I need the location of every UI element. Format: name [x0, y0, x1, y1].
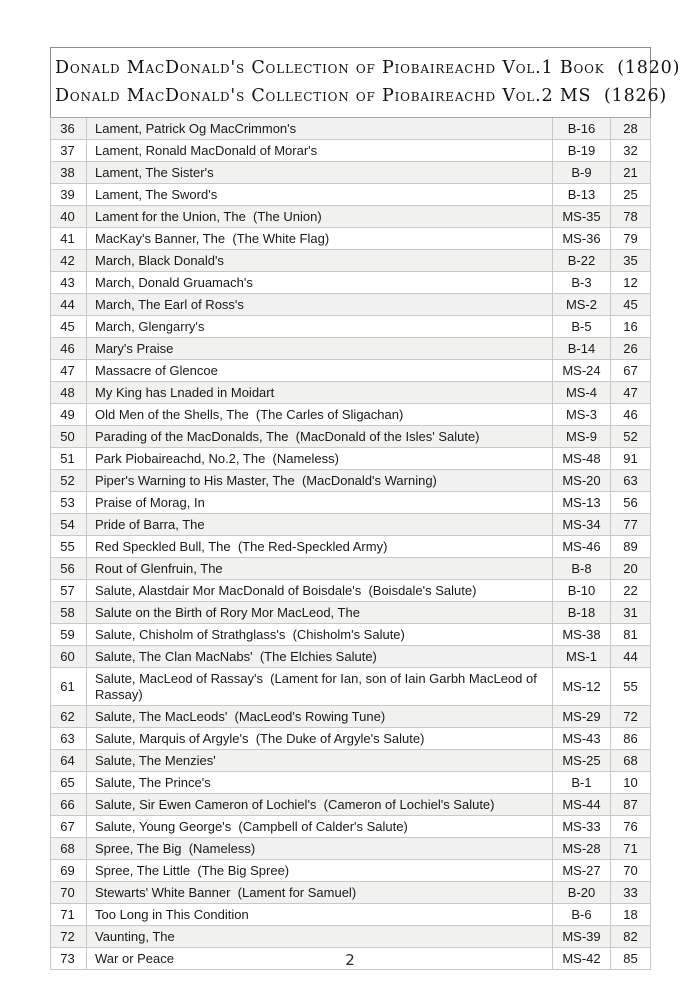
tune-number-cell: 47 [51, 360, 87, 382]
tune-page-cell: 87 [611, 794, 651, 816]
tune-page-cell: 77 [611, 514, 651, 536]
tune-title-cell: Old Men of the Shells, The (The Carles of Sligachan) [87, 404, 553, 426]
tune-page-cell: 10 [611, 772, 651, 794]
tune-number-cell: 62 [51, 706, 87, 728]
tune-ref-cell: MS-28 [553, 838, 611, 860]
tune-page-cell: 76 [611, 816, 651, 838]
table-row [51, 206, 651, 228]
tune-title-cell: Praise of Morag, In [87, 492, 553, 514]
tune-number-cell: 68 [51, 838, 87, 860]
tune-ref-cell: MS-38 [553, 624, 611, 646]
table-row [51, 706, 651, 728]
tune-ref-cell: MS-36 [553, 228, 611, 250]
table-row [51, 882, 651, 904]
tune-title-cell: Red Speckled Bull, The (The Red-Speckled Army) [87, 536, 553, 558]
tune-title-cell: Lament, The Sister's [87, 162, 553, 184]
table-row [51, 316, 651, 338]
tune-page-cell: 26 [611, 338, 651, 360]
tune-number-cell: 41 [51, 228, 87, 250]
tune-title-cell: Salute, The Menzies' [87, 750, 553, 772]
tune-page-cell: 28 [611, 118, 651, 140]
collection-title-vol2: Donald MacDonald's Collection of Piobaireachd Vol.2 MS (1826) [55, 86, 668, 106]
table-row [51, 536, 651, 558]
tune-number-cell: 63 [51, 728, 87, 750]
tune-number-cell: 59 [51, 624, 87, 646]
tune-ref-cell: MS-24 [553, 360, 611, 382]
tune-number-cell: 46 [51, 338, 87, 360]
tune-number-cell: 38 [51, 162, 87, 184]
tune-page-cell: 85 [611, 948, 651, 970]
table-row [51, 514, 651, 536]
tune-title-cell: Salute, MacLeod of Rassay's (Lament for Ian, son of Iain Garbh MacLeod of Rassay) [87, 668, 553, 706]
table-row [51, 838, 651, 860]
tune-ref-cell: MS-27 [553, 860, 611, 882]
tune-number-cell: 40 [51, 206, 87, 228]
tune-page-cell: 44 [611, 646, 651, 668]
tune-page-cell: 35 [611, 250, 651, 272]
tune-number-cell: 56 [51, 558, 87, 580]
table-row [51, 558, 651, 580]
tune-page-cell: 32 [611, 140, 651, 162]
tune-number-cell: 54 [51, 514, 87, 536]
tune-ref-cell: B-9 [553, 162, 611, 184]
tune-ref-cell: MS-46 [553, 536, 611, 558]
tune-title-cell: Piper's Warning to His Master, The (MacDonald's Warning) [87, 470, 553, 492]
tune-ref-cell: B-16 [553, 118, 611, 140]
tune-page-cell: 72 [611, 706, 651, 728]
tune-page-cell: 16 [611, 316, 651, 338]
tune-title-cell: Salute, Chisholm of Strathglass's (Chisholm's Salute) [87, 624, 553, 646]
tune-number-cell: 73 [51, 948, 87, 970]
tune-title-cell: Parading of the MacDonalds, The (MacDonald of the Isles' Salute) [87, 426, 553, 448]
table-row [51, 602, 651, 624]
tune-ref-cell: MS-43 [553, 728, 611, 750]
tune-title-cell: Too Long in This Condition [87, 904, 553, 926]
tune-page-cell: 52 [611, 426, 651, 448]
tune-ref-cell: MS-44 [553, 794, 611, 816]
tune-page-cell: 55 [611, 668, 651, 706]
tune-ref-cell: B-10 [553, 580, 611, 602]
table-row [51, 860, 651, 882]
tune-number-cell: 36 [51, 118, 87, 140]
tune-number-cell: 48 [51, 382, 87, 404]
tune-title-cell: Lament, Ronald MacDonald of Morar's [87, 140, 553, 162]
tune-ref-cell: MS-2 [553, 294, 611, 316]
tune-ref-cell: B-18 [553, 602, 611, 624]
tune-title-cell: Rout of Glenfruin, The [87, 558, 553, 580]
tune-title-cell: Salute, Alastdair Mor MacDonald of Boisdale's (Boisdale's Salute) [87, 580, 553, 602]
table-row [51, 646, 651, 668]
tune-page-cell: 81 [611, 624, 651, 646]
tune-number-cell: 66 [51, 794, 87, 816]
collection-titles [51, 48, 681, 118]
tune-number-cell: 55 [51, 536, 87, 558]
tune-title-cell: Massacre of Glencoe [87, 360, 553, 382]
tune-title-cell: Salute, Marquis of Argyle's (The Duke of Argyle's Salute) [87, 728, 553, 750]
tune-number-cell: 57 [51, 580, 87, 602]
tune-number-cell: 72 [51, 926, 87, 948]
tune-title-cell: MacKay's Banner, The (The White Flag) [87, 228, 553, 250]
tune-ref-cell: MS-12 [553, 668, 611, 706]
tune-title-cell: March, Donald Gruamach's [87, 272, 553, 294]
tune-page-cell: 56 [611, 492, 651, 514]
tune-number-cell: 67 [51, 816, 87, 838]
tune-number-cell: 65 [51, 772, 87, 794]
tune-number-cell: 53 [51, 492, 87, 514]
table-row [51, 624, 651, 646]
tune-ref-cell: MS-1 [553, 646, 611, 668]
tune-page-cell: 91 [611, 448, 651, 470]
tune-page-cell: 79 [611, 228, 651, 250]
tune-page-cell: 47 [611, 382, 651, 404]
tune-page-cell: 46 [611, 404, 651, 426]
tune-number-cell: 45 [51, 316, 87, 338]
tune-title-cell: March, The Earl of Ross's [87, 294, 553, 316]
table-row [51, 294, 651, 316]
table-row [51, 338, 651, 360]
tune-page-cell: 12 [611, 272, 651, 294]
tune-ref-cell: MS-13 [553, 492, 611, 514]
tune-title-cell: Mary's Praise [87, 338, 553, 360]
tune-page-cell: 71 [611, 838, 651, 860]
tune-number-cell: 50 [51, 426, 87, 448]
tune-ref-cell: B-19 [553, 140, 611, 162]
tune-number-cell: 44 [51, 294, 87, 316]
collection-title-vol1: Donald MacDonald's Collection of Piobaireachd Vol.1 Book (1820) [55, 58, 681, 78]
tune-number-cell: 51 [51, 448, 87, 470]
tune-ref-cell: MS-25 [553, 750, 611, 772]
tune-page-cell: 86 [611, 728, 651, 750]
table-row [51, 750, 651, 772]
table-row [51, 904, 651, 926]
tune-title-cell: March, Glengarry's [87, 316, 553, 338]
tune-ref-cell: MS-35 [553, 206, 611, 228]
tune-title-cell: War or Peace [87, 948, 553, 970]
catalog-table [50, 47, 681, 970]
tune-page-cell: 89 [611, 536, 651, 558]
tune-ref-cell: MS-33 [553, 816, 611, 838]
tune-page-cell: 63 [611, 470, 651, 492]
tune-title-cell: Park Piobaireachd, No.2, The (Nameless) [87, 448, 553, 470]
tune-ref-cell: B-13 [553, 184, 611, 206]
tune-number-cell: 61 [51, 668, 87, 706]
tune-number-cell: 69 [51, 860, 87, 882]
tune-number-cell: 52 [51, 470, 87, 492]
tune-title-cell: Lament, The Sword's [87, 184, 553, 206]
tune-ref-cell: B-22 [553, 250, 611, 272]
table-row [51, 404, 651, 426]
tune-title-cell: Lament for the Union, The (The Union) [87, 206, 553, 228]
tune-ref-cell: B-3 [553, 272, 611, 294]
tune-title-cell: Salute, Young George's (Campbell of Calder's Salute) [87, 816, 553, 838]
table-row [51, 250, 651, 272]
tune-number-cell: 49 [51, 404, 87, 426]
tune-number-cell: 39 [51, 184, 87, 206]
table-row [51, 448, 651, 470]
tune-title-cell: Salute, The Clan MacNabs' (The Elchies Salute) [87, 646, 553, 668]
tune-number-cell: 70 [51, 882, 87, 904]
tune-ref-cell: B-6 [553, 904, 611, 926]
tune-ref-cell: B-5 [553, 316, 611, 338]
table-row [51, 360, 651, 382]
tune-title-cell: My King has Lnaded in Moidart [87, 382, 553, 404]
tune-page-cell: 67 [611, 360, 651, 382]
table-row [51, 816, 651, 838]
table-row [51, 668, 651, 706]
table-row [51, 470, 651, 492]
tune-ref-cell: B-8 [553, 558, 611, 580]
tune-title-cell: Pride of Barra, The [87, 514, 553, 536]
tune-ref-cell: MS-4 [553, 382, 611, 404]
table-header-row [51, 48, 651, 118]
table-row [51, 382, 651, 404]
tune-title-cell: Salute, Sir Ewen Cameron of Lochiel's (Cameron of Lochiel's Salute) [87, 794, 553, 816]
tune-ref-cell: MS-48 [553, 448, 611, 470]
tune-title-cell: Spree, The Little (The Big Spree) [87, 860, 553, 882]
tune-title-cell: March, Black Donald's [87, 250, 553, 272]
tune-ref-cell: MS-29 [553, 706, 611, 728]
tune-title-cell: Salute, The MacLeods' (MacLeod's Rowing Tune) [87, 706, 553, 728]
tune-ref-cell: MS-42 [553, 948, 611, 970]
tune-ref-cell: MS-39 [553, 926, 611, 948]
tune-ref-cell: MS-3 [553, 404, 611, 426]
tune-number-cell: 60 [51, 646, 87, 668]
tune-ref-cell: MS-9 [553, 426, 611, 448]
table-row [51, 184, 651, 206]
tune-page-cell: 21 [611, 162, 651, 184]
table-row [51, 772, 651, 794]
tune-number-cell: 37 [51, 140, 87, 162]
tune-title-cell: Salute, The Prince's [87, 772, 553, 794]
table-row [51, 162, 651, 184]
tune-title-cell: Vaunting, The [87, 926, 553, 948]
table-row [51, 118, 651, 140]
table-row [51, 926, 651, 948]
table-row [51, 492, 651, 514]
table-row [51, 272, 651, 294]
tune-page-cell: 31 [611, 602, 651, 624]
tune-ref-cell: MS-20 [553, 470, 611, 492]
table-row [51, 228, 651, 250]
table-row [51, 580, 651, 602]
page-number: 2 [345, 951, 355, 969]
table-row [51, 426, 651, 448]
tune-page-cell: 82 [611, 926, 651, 948]
tune-title-cell: Spree, The Big (Nameless) [87, 838, 553, 860]
tune-page-cell: 68 [611, 750, 651, 772]
tune-number-cell: 71 [51, 904, 87, 926]
tune-ref-cell: B-20 [553, 882, 611, 904]
tune-title-cell: Stewarts' White Banner (Lament for Samuel) [87, 882, 553, 904]
tune-page-cell: 78 [611, 206, 651, 228]
tune-page-cell: 45 [611, 294, 651, 316]
tune-ref-cell: MS-34 [553, 514, 611, 536]
tune-number-cell: 43 [51, 272, 87, 294]
tune-page-cell: 22 [611, 580, 651, 602]
tune-number-cell: 42 [51, 250, 87, 272]
tune-ref-cell: B-14 [553, 338, 611, 360]
tune-page-cell: 70 [611, 860, 651, 882]
tune-page-cell: 18 [611, 904, 651, 926]
tune-page-cell: 33 [611, 882, 651, 904]
table-row [51, 794, 651, 816]
tune-ref-cell: B-1 [553, 772, 611, 794]
tune-title-cell: Lament, Patrick Og MacCrimmon's [87, 118, 553, 140]
tune-page-cell: 25 [611, 184, 651, 206]
tune-title-cell: Salute on the Birth of Rory Mor MacLeod, The [87, 602, 553, 624]
tune-page-cell: 20 [611, 558, 651, 580]
tune-number-cell: 58 [51, 602, 87, 624]
table-row [51, 140, 651, 162]
tune-number-cell: 64 [51, 750, 87, 772]
table-row [51, 728, 651, 750]
catalog-table-body [51, 118, 651, 970]
